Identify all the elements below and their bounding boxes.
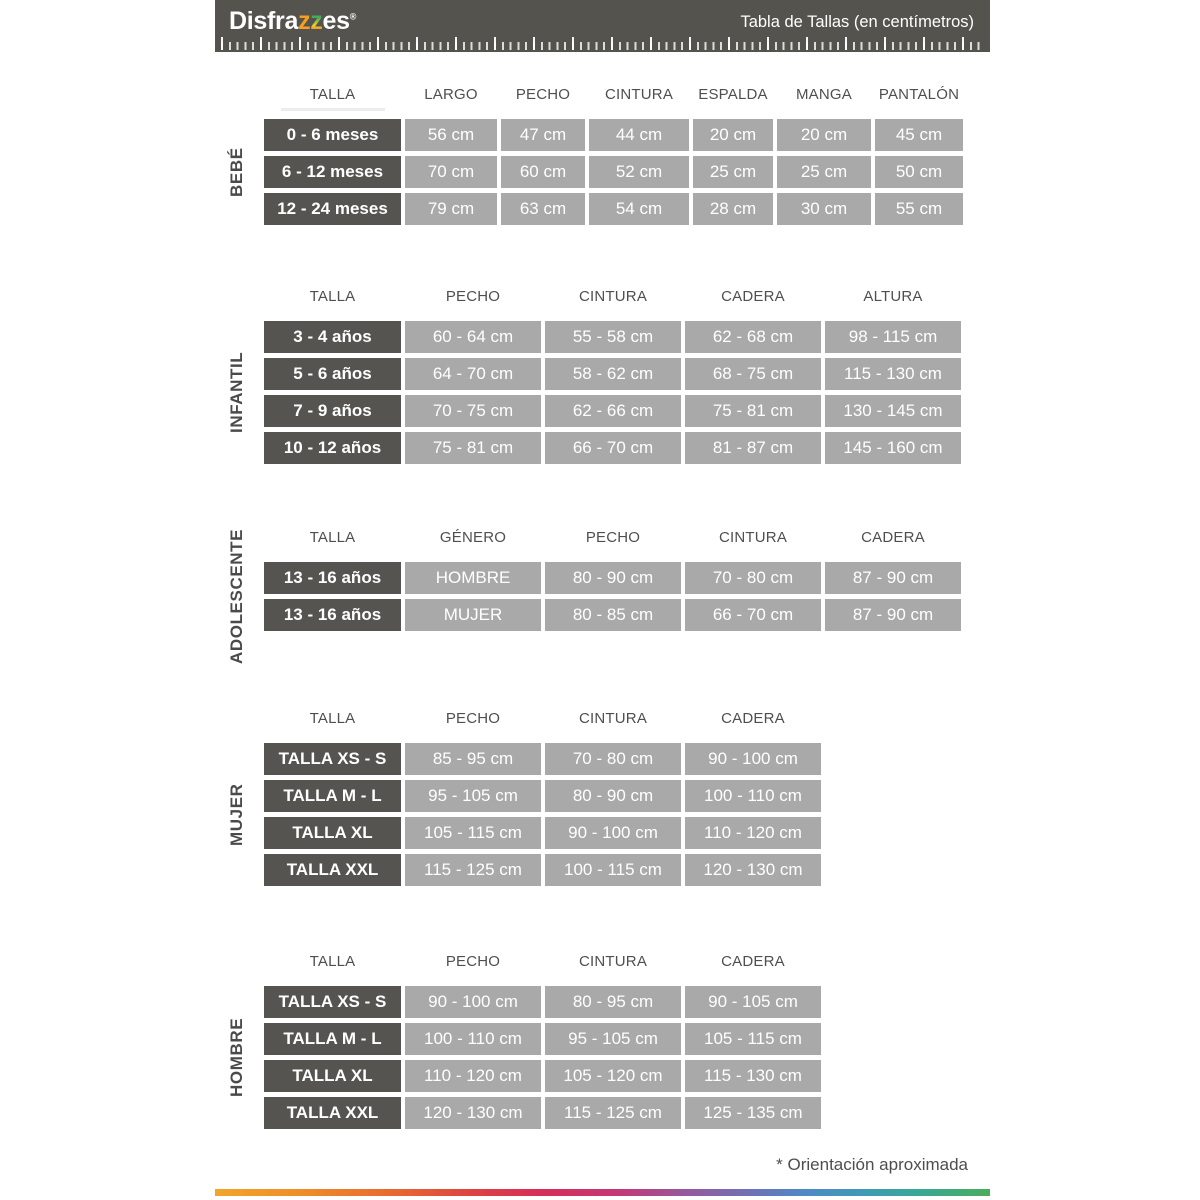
table-grid bbox=[264, 321, 961, 464]
size-label-cell: 13 - 16 años bbox=[264, 599, 401, 631]
logo-z-orange: z bbox=[298, 7, 311, 35]
column-header: TALLA bbox=[264, 86, 401, 104]
column-header: TALLA bbox=[309, 710, 356, 727]
table-grid bbox=[264, 743, 821, 886]
measurement-cell: 62 - 66 cm bbox=[545, 395, 681, 427]
measurement-cell: 20 cm bbox=[777, 119, 871, 151]
measurement-cell: 54 cm bbox=[589, 193, 689, 225]
measurement-cell: 60 cm bbox=[501, 156, 585, 188]
measurement-cell: 115 - 125 cm bbox=[405, 854, 541, 886]
measurement-cell: 30 cm bbox=[777, 193, 871, 225]
measurement-cell: 79 cm bbox=[405, 193, 497, 225]
size-label-cell: 0 - 6 meses bbox=[264, 119, 401, 151]
table-grid bbox=[264, 986, 821, 1129]
column-header: PECHO bbox=[445, 710, 501, 727]
column-header: CADERA bbox=[721, 288, 785, 305]
side-label-adolescente: ADOLESCENTE bbox=[227, 528, 246, 665]
measurement-cell: 64 - 70 cm bbox=[405, 358, 541, 390]
column-headers-row bbox=[264, 953, 821, 971]
measurement-cell: 105 - 120 cm bbox=[545, 1060, 681, 1092]
column-header: PECHO bbox=[515, 86, 571, 103]
column-headers-row bbox=[264, 710, 821, 728]
measurement-cell: 47 cm bbox=[501, 119, 585, 151]
measurement-cell: MUJER bbox=[405, 599, 541, 631]
size-table-infantil bbox=[227, 288, 961, 464]
side-label-infantil: INFANTIL bbox=[227, 351, 246, 434]
measurement-cell: 58 - 62 cm bbox=[545, 358, 681, 390]
measurement-cell: 90 - 100 cm bbox=[545, 817, 681, 849]
footnote: * Orientación aproximada bbox=[776, 1155, 968, 1174]
measurement-cell: 120 - 130 cm bbox=[405, 1097, 541, 1129]
measurement-cell: 145 - 160 cm bbox=[825, 432, 961, 464]
brand-logo bbox=[229, 7, 356, 36]
column-header: CINTURA bbox=[578, 953, 648, 970]
measurement-cell: 110 - 120 cm bbox=[685, 817, 821, 849]
measurement-cell: 130 - 145 cm bbox=[825, 395, 961, 427]
measurement-cell: 66 - 70 cm bbox=[685, 599, 821, 631]
column-header: CADERA bbox=[861, 529, 925, 546]
size-label-cell: 5 - 6 años bbox=[264, 358, 401, 390]
size-label-cell: TALLA XXL bbox=[264, 1097, 401, 1129]
measurement-cell: 100 - 115 cm bbox=[545, 854, 681, 886]
table-grid bbox=[264, 119, 963, 225]
measurement-cell: 105 - 115 cm bbox=[685, 1023, 821, 1055]
measurement-cell: 25 cm bbox=[777, 156, 871, 188]
measurement-cell: 80 - 95 cm bbox=[545, 986, 681, 1018]
column-header: CADERA bbox=[721, 710, 785, 727]
column-header: GÉNERO bbox=[439, 529, 507, 546]
size-label-cell: 10 - 12 años bbox=[264, 432, 401, 464]
measurement-cell: 50 cm bbox=[875, 156, 963, 188]
size-chart-page bbox=[215, 0, 990, 1200]
measurement-cell: 95 - 105 cm bbox=[545, 1023, 681, 1055]
measurement-cell: 44 cm bbox=[589, 119, 689, 151]
size-label-cell: TALLA XS - S bbox=[264, 986, 401, 1018]
measurement-cell: 55 - 58 cm bbox=[545, 321, 681, 353]
measurement-cell: 56 cm bbox=[405, 119, 497, 151]
measurement-cell: 20 cm bbox=[693, 119, 773, 151]
logo-z-rainbow: z bbox=[310, 7, 323, 35]
size-table-bebe bbox=[227, 86, 963, 225]
measurement-cell: 90 - 100 cm bbox=[405, 986, 541, 1018]
size-table-hombre bbox=[227, 953, 821, 1129]
measurement-cell: 115 - 130 cm bbox=[685, 1060, 821, 1092]
logo-text-prefix: Disfra bbox=[229, 7, 299, 35]
size-label-cell: TALLA M - L bbox=[264, 1023, 401, 1055]
logo-text-suffix: es bbox=[322, 7, 350, 35]
column-header: PECHO bbox=[445, 953, 501, 970]
column-header: MANGA bbox=[795, 86, 852, 103]
header-bar bbox=[215, 0, 990, 52]
column-header: PANTALÓN bbox=[878, 86, 960, 103]
measurement-cell: 110 - 120 cm bbox=[405, 1060, 541, 1092]
measurement-cell: 95 - 105 cm bbox=[405, 780, 541, 812]
column-header: PECHO bbox=[585, 529, 641, 546]
measurement-cell: 81 - 87 cm bbox=[685, 432, 821, 464]
size-label-cell: 3 - 4 años bbox=[264, 321, 401, 353]
column-headers-row bbox=[264, 86, 963, 104]
side-label-mujer: MUJER bbox=[227, 783, 246, 846]
column-header: LARGO bbox=[424, 86, 478, 103]
column-header: ESPALDA bbox=[698, 86, 768, 103]
column-header: TALLA bbox=[309, 529, 356, 546]
measurement-cell: 90 - 100 cm bbox=[685, 743, 821, 775]
measurement-cell: 80 - 90 cm bbox=[545, 562, 681, 594]
column-header: CINTURA bbox=[718, 529, 788, 546]
page-title: Tabla de Tallas (en centímetros) bbox=[740, 13, 974, 31]
column-header: CINTURA bbox=[604, 86, 674, 103]
size-label-cell: 13 - 16 años bbox=[264, 562, 401, 594]
size-label-cell: TALLA XL bbox=[264, 1060, 401, 1092]
measurement-cell: HOMBRE bbox=[405, 562, 541, 594]
measurement-cell: 25 cm bbox=[693, 156, 773, 188]
size-label-cell: 12 - 24 meses bbox=[264, 193, 401, 225]
rainbow-bar bbox=[215, 1189, 990, 1196]
side-label-hombre: HOMBRE bbox=[227, 1017, 246, 1098]
column-headers-row bbox=[264, 288, 961, 306]
size-label-cell: TALLA M - L bbox=[264, 780, 401, 812]
column-header: PECHO bbox=[445, 288, 501, 305]
measurement-cell: 105 - 115 cm bbox=[405, 817, 541, 849]
ruler-graphic bbox=[221, 37, 984, 50]
measurement-cell: 66 - 70 cm bbox=[545, 432, 681, 464]
measurement-cell: 70 - 75 cm bbox=[405, 395, 541, 427]
measurement-cell: 85 - 95 cm bbox=[405, 743, 541, 775]
size-label-cell: TALLA XS - S bbox=[264, 743, 401, 775]
measurement-cell: 68 - 75 cm bbox=[685, 358, 821, 390]
column-headers-row bbox=[264, 529, 961, 547]
measurement-cell: 55 cm bbox=[875, 193, 963, 225]
measurement-cell: 60 - 64 cm bbox=[405, 321, 541, 353]
side-label-bebe: BEBÉ bbox=[227, 147, 246, 197]
measurement-cell: 63 cm bbox=[501, 193, 585, 225]
measurement-cell: 62 - 68 cm bbox=[685, 321, 821, 353]
table-grid bbox=[264, 562, 961, 631]
column-header: CINTURA bbox=[578, 710, 648, 727]
measurement-cell: 87 - 90 cm bbox=[825, 562, 961, 594]
measurement-cell: 70 - 80 cm bbox=[685, 562, 821, 594]
measurement-cell: 45 cm bbox=[875, 119, 963, 151]
measurement-cell: 125 - 135 cm bbox=[685, 1097, 821, 1129]
measurement-cell: 120 - 130 cm bbox=[685, 854, 821, 886]
size-table-mujer bbox=[227, 710, 821, 886]
size-table-adolescente bbox=[227, 528, 961, 665]
column-header: CADERA bbox=[721, 953, 785, 970]
measurement-cell: 98 - 115 cm bbox=[825, 321, 961, 353]
measurement-cell: 87 - 90 cm bbox=[825, 599, 961, 631]
measurement-cell: 115 - 130 cm bbox=[825, 358, 961, 390]
measurement-cell: 52 cm bbox=[589, 156, 689, 188]
measurement-cell: 80 - 85 cm bbox=[545, 599, 681, 631]
registered-mark: ® bbox=[349, 11, 357, 22]
size-label-cell: TALLA XL bbox=[264, 817, 401, 849]
size-label-cell: TALLA XXL bbox=[264, 854, 401, 886]
column-header: ALTURA bbox=[863, 288, 923, 305]
measurement-cell: 28 cm bbox=[693, 193, 773, 225]
column-header: CINTURA bbox=[578, 288, 648, 305]
measurement-cell: 70 cm bbox=[405, 156, 497, 188]
measurement-cell: 100 - 110 cm bbox=[685, 780, 821, 812]
column-header: TALLA bbox=[309, 288, 356, 305]
measurement-cell: 70 - 80 cm bbox=[545, 743, 681, 775]
measurement-cell: 75 - 81 cm bbox=[405, 432, 541, 464]
size-label-cell: 6 - 12 meses bbox=[264, 156, 401, 188]
column-header: TALLA bbox=[309, 953, 356, 970]
measurement-cell: 90 - 105 cm bbox=[685, 986, 821, 1018]
measurement-cell: 100 - 110 cm bbox=[405, 1023, 541, 1055]
measurement-cell: 115 - 125 cm bbox=[545, 1097, 681, 1129]
measurement-cell: 75 - 81 cm bbox=[685, 395, 821, 427]
size-label-cell: 7 - 9 años bbox=[264, 395, 401, 427]
measurement-cell: 80 - 90 cm bbox=[545, 780, 681, 812]
